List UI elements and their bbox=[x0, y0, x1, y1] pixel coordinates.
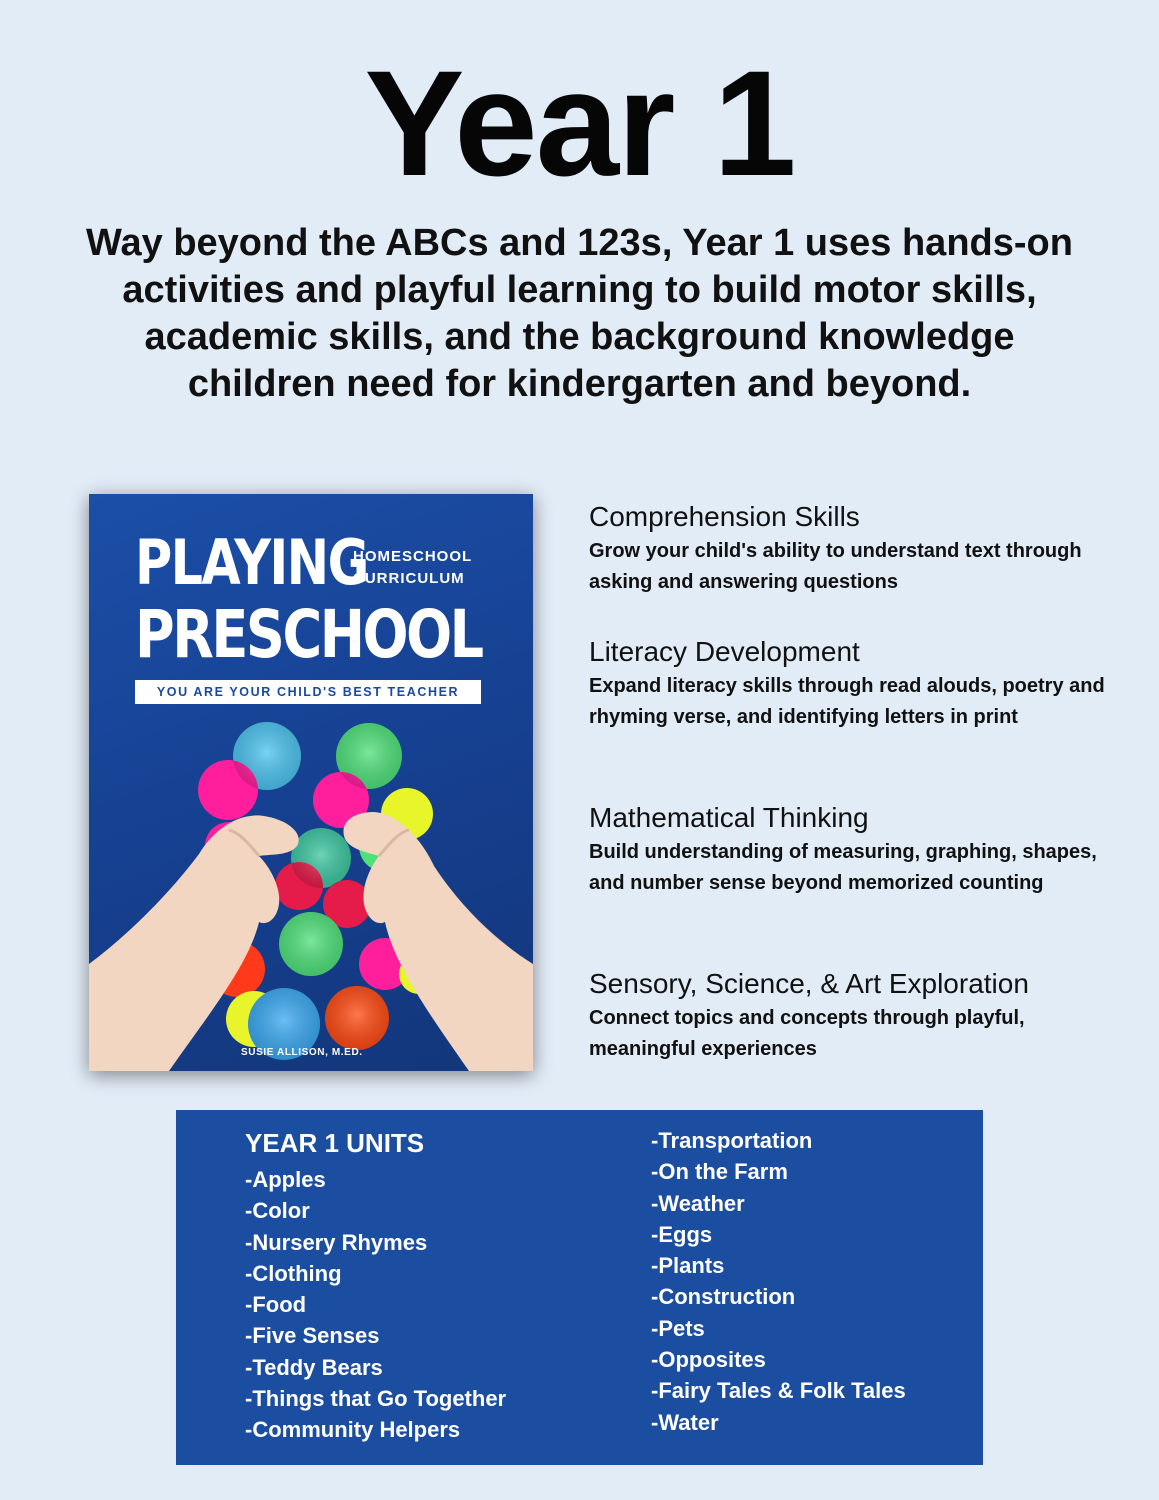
unit-item: -Things that Go Together bbox=[245, 1386, 507, 1412]
units-list-right bbox=[651, 1125, 906, 1438]
cover-subtitle bbox=[353, 546, 472, 590]
cover-subtitle-line-2: CURRICULUM bbox=[353, 570, 465, 587]
feature-math bbox=[589, 801, 1129, 899]
unit-item: -Opposites bbox=[651, 1347, 766, 1373]
intro-text: Way beyond the ABCs and 123s, Year 1 uses hands-on activities and playful learning to build motor skills, academic skills, and the background knowledge children need for kindergarten and beyond. bbox=[86, 222, 1073, 405]
cover-banner: YOU ARE YOUR CHILD'S BEST TEACHER bbox=[135, 680, 481, 704]
unit-item: -Pets bbox=[651, 1315, 705, 1341]
feature-heading: Literacy Development bbox=[589, 636, 860, 667]
unit-item: -On the Farm bbox=[651, 1159, 788, 1185]
feature-text: Grow your child's ability to understand text through asking and answering questions bbox=[589, 540, 1082, 593]
book-cover-image bbox=[89, 494, 533, 1071]
cover-title-line-1: PLAYING bbox=[135, 526, 368, 599]
cover-title-line-2: PRESCHOOL bbox=[135, 596, 482, 673]
unit-item: -Weather bbox=[651, 1190, 745, 1216]
unit-item: -Color bbox=[245, 1198, 310, 1224]
unit-item: -Plants bbox=[651, 1253, 725, 1279]
unit-item: -Teddy Bears bbox=[245, 1354, 383, 1380]
cover-author: SUSIE ALLISON, M.ED. bbox=[241, 1047, 363, 1058]
feature-heading: Mathematical Thinking bbox=[589, 802, 869, 833]
unit-item: -Food bbox=[245, 1292, 307, 1318]
unit-item: -Five Senses bbox=[245, 1323, 380, 1349]
unit-item: -Community Helpers bbox=[245, 1417, 461, 1443]
units-title: YEAR 1 UNITS bbox=[245, 1128, 425, 1158]
page-title: Year 1 bbox=[364, 39, 795, 207]
feature-text: Connect topics and concepts through playful, meaningful experiences bbox=[589, 1007, 1025, 1060]
feature-text: Build understanding of measuring, graphing, shapes, and number sense beyond memorized counting bbox=[589, 841, 1097, 894]
unit-item: -Nursery Rhymes bbox=[245, 1229, 428, 1255]
units-list-left bbox=[245, 1164, 506, 1446]
unit-item: -Construction bbox=[651, 1284, 796, 1310]
cover-subtitle-line-1: HOMESCHOOL bbox=[353, 548, 473, 565]
unit-item: -Eggs bbox=[651, 1221, 713, 1247]
unit-item: -Apples bbox=[245, 1167, 326, 1192]
feature-sensory bbox=[589, 967, 1129, 1065]
unit-item: -Water bbox=[651, 1409, 719, 1435]
unit-item: -Fairy Tales & Folk Tales bbox=[651, 1378, 906, 1404]
feature-comprehension bbox=[589, 500, 1129, 598]
feature-heading: Comprehension Skills bbox=[589, 501, 860, 532]
feature-literacy bbox=[589, 635, 1129, 733]
feature-text: Expand literacy skills through read alouds, poetry and rhyming verse, and identifying letters in print bbox=[589, 675, 1105, 728]
unit-item: -Transportation bbox=[651, 1128, 813, 1153]
units-panel bbox=[176, 1110, 983, 1465]
feature-heading: Sensory, Science, & Art Exploration bbox=[589, 968, 1029, 999]
unit-item: -Clothing bbox=[245, 1260, 342, 1286]
